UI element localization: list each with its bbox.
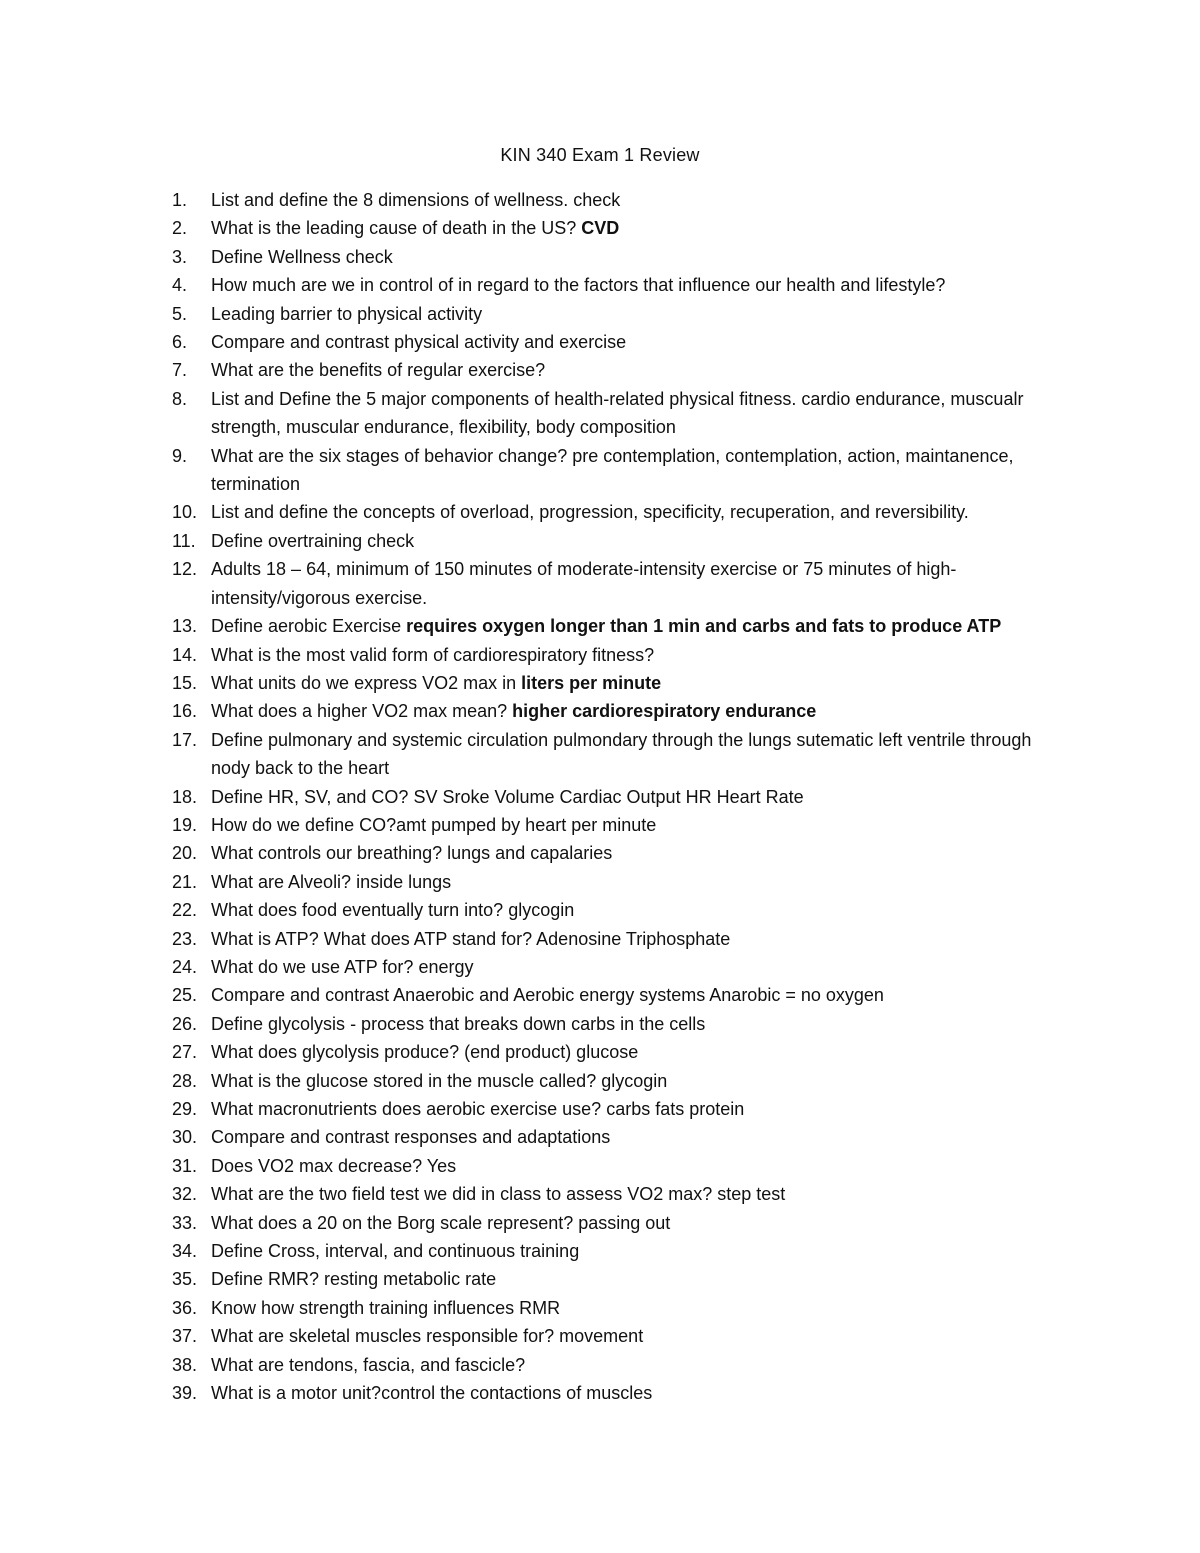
review-item (0, 186, 1200, 214)
item-number: 38. (172, 1354, 198, 1375)
item-number: 14. (172, 644, 198, 665)
item-answer: carbs fats protein (601, 1099, 745, 1119)
item-question: What is a motor unit? (211, 1383, 382, 1404)
item-number: 1. (172, 190, 188, 210)
item-question: Define RMR? (211, 1269, 320, 1290)
review-item (0, 1010, 1200, 1038)
item-number: 7. (172, 360, 188, 381)
item-answer: check (340, 246, 393, 267)
item-question: Does VO2 max decrease? (211, 1155, 423, 1176)
item-question: What controls our breathing? (211, 843, 443, 864)
item-answer: CVD (576, 218, 620, 239)
item-question: Compare and contrast physical activity and exercise (211, 332, 627, 353)
review-item (0, 385, 1200, 442)
item-number: 35. (172, 1269, 198, 1290)
review-item (0, 1322, 1200, 1350)
item-number: 26. (172, 1013, 198, 1034)
item-number: 17. (172, 729, 198, 750)
item-number: 22. (172, 900, 198, 921)
item-question: Define glycolysis (211, 1013, 346, 1034)
item-number: 3. (172, 246, 188, 267)
item-question: List and Define the 5 major components of health-related physical fitness. (211, 388, 797, 409)
review-item (0, 214, 1200, 242)
review-item (0, 1067, 1200, 1095)
item-answer: inside lungs (351, 871, 452, 892)
item-number: 10. (172, 502, 198, 523)
item-answer: (end product) glucose (459, 1042, 639, 1063)
review-item (0, 442, 1200, 499)
item-question: What is the leading cause of death in the US? (211, 218, 577, 239)
review-item (0, 811, 1200, 839)
item-question: Adults 18 – 64, minimum of 150 minutes of moderate-intensity exercise or 75 minutes of high-intensity/vigorous exercise. (211, 559, 957, 608)
item-question: What are the six stages of behavior change? (211, 445, 568, 466)
item-number: 33. (172, 1212, 198, 1233)
review-item (0, 726, 1200, 783)
item-answer: higher cardiorespiratory endurance (507, 701, 817, 722)
item-number: 4. (172, 275, 188, 296)
item-number: 36. (172, 1297, 198, 1318)
item-answer: check (362, 530, 415, 551)
item-question: How much are we in control of in regard to the factors that influence our health and lifestyle? (211, 275, 946, 296)
item-answer: lungs and capalaries (442, 843, 613, 864)
review-item (0, 1095, 1200, 1123)
review-item (0, 1209, 1200, 1237)
item-number: 32. (172, 1184, 198, 1205)
item-answer: passing out (573, 1212, 671, 1233)
review-item (0, 271, 1200, 299)
item-question: Leading barrier to physical activity (211, 303, 483, 324)
item-number: 12. (172, 559, 198, 580)
review-item (0, 527, 1200, 555)
review-item (0, 1152, 1200, 1180)
item-question: What does a higher VO2 max mean? (211, 701, 508, 722)
review-item (0, 896, 1200, 924)
item-question: What does a 20 on the Borg scale represent? (211, 1212, 574, 1233)
item-answer: Anarobic = no oxygen (705, 985, 884, 1006)
item-question: Define Wellness (211, 246, 341, 267)
item-answer: control the contactions of muscles (381, 1383, 653, 1404)
item-number: 20. (172, 843, 198, 864)
review-item (0, 1265, 1200, 1293)
item-question: Compare and contrast responses and adaptations (211, 1127, 611, 1148)
item-number: 13. (172, 616, 198, 637)
item-question: What are skeletal muscles responsible for? (211, 1326, 555, 1347)
review-item (0, 868, 1200, 896)
item-number: 24. (172, 956, 198, 977)
item-number: 19. (172, 814, 198, 835)
item-answer: resting metabolic rate (319, 1269, 497, 1290)
item-answer: Yes (422, 1155, 457, 1176)
item-question: What does food eventually turn into? (211, 900, 504, 921)
item-answer: check (568, 190, 621, 210)
item-number: 27. (172, 1042, 198, 1063)
review-item (0, 1379, 1200, 1407)
item-number: 39. (172, 1383, 198, 1404)
review-item (0, 1038, 1200, 1066)
review-item (0, 1237, 1200, 1265)
item-question: Define pulmonary and systemic circulation (211, 729, 549, 750)
review-item (0, 1180, 1200, 1208)
item-answer: requires oxygen longer than 1 min and carbs and fats to produce ATP (401, 616, 1002, 637)
item-answer: - process that breaks down carbs in the cells (345, 1013, 706, 1034)
item-number: 15. (172, 672, 198, 693)
item-answer: SV Sroke Volume Cardiac Output HR Heart Rate (408, 786, 804, 807)
item-question: What are Alveoli? (211, 871, 352, 892)
review-item (0, 243, 1200, 271)
item-question: What do we use ATP for? (211, 956, 414, 977)
item-number: 29. (172, 1099, 198, 1119)
item-question: How do we define CO? (211, 814, 397, 835)
item-number: 25. (172, 985, 198, 1006)
item-number: 5. (172, 303, 188, 324)
review-item (0, 641, 1200, 669)
item-number: 18. (172, 786, 198, 807)
item-number: 23. (172, 928, 198, 949)
review-item (0, 1123, 1200, 1151)
item-question: What are the benefits of regular exercise? (211, 360, 546, 381)
item-answer: movement (554, 1326, 644, 1347)
item-answer: Adenosine Triphosphate (532, 928, 731, 949)
item-answer: step test (712, 1184, 786, 1205)
item-question: What does glycolysis produce? (211, 1042, 460, 1063)
item-question: What are the two field test we did in class to assess VO2 max? (211, 1184, 713, 1205)
item-question: What is the most valid form of cardiorespiratory fitness? (211, 644, 655, 665)
review-item (0, 300, 1200, 328)
review-item (0, 669, 1200, 697)
item-question: Define HR, SV, and CO? (211, 786, 409, 807)
item-question: Define Cross, interval, and continuous training (211, 1241, 580, 1262)
review-item (0, 783, 1200, 811)
item-question: Define overtraining (211, 530, 363, 551)
item-answer: glycogin (503, 900, 575, 921)
item-answer: glycogin (596, 1070, 668, 1091)
page-title: KIN 340 Exam 1 Review (500, 145, 700, 165)
review-item (0, 356, 1200, 384)
review-item (0, 612, 1200, 640)
item-answer: energy (413, 956, 474, 977)
item-answer: cardio endurance, muscualr strength, muscular endurance, flexibility, body composition (211, 388, 1024, 438)
item-question: What is the glucose stored in the muscle called? (211, 1070, 597, 1091)
item-number: 11. (172, 530, 196, 551)
review-question-list (0, 186, 1200, 1407)
item-number: 30. (172, 1127, 198, 1148)
review-item (0, 925, 1200, 953)
item-number: 16. (172, 701, 198, 722)
item-number: 6. (172, 332, 188, 353)
item-answer: amt pumped by heart per minute (396, 814, 657, 835)
review-item (0, 1351, 1200, 1379)
review-item (0, 697, 1200, 725)
review-item (0, 839, 1200, 867)
item-question: What is ATP? What does ATP stand for? (211, 928, 533, 949)
item-question: Define aerobic Exercise (211, 616, 402, 637)
item-number: 31. (172, 1155, 198, 1176)
item-number: 34. (172, 1241, 198, 1262)
item-question: Know how strength training influences RMR (211, 1297, 561, 1318)
item-number: 21. (172, 871, 198, 892)
review-item (0, 953, 1200, 981)
item-question: Compare and contrast Anaerobic and Aerobic energy systems (211, 985, 706, 1006)
item-question: What units do we express VO2 max in (211, 672, 517, 693)
item-number: 9. (172, 445, 188, 466)
item-question: List and define the concepts of overload, progression, specificity, recuperation, and reversibility. (211, 502, 969, 523)
item-number: 8. (172, 388, 188, 409)
review-item (0, 555, 1200, 612)
item-question: List and define the 8 dimensions of wellness. (211, 190, 569, 210)
item-question: What are tendons, fascia, and fascicle? (211, 1354, 526, 1375)
review-item (0, 498, 1200, 526)
item-number: 28. (172, 1070, 198, 1091)
item-number: 2. (172, 218, 188, 239)
item-number: 37. (172, 1326, 198, 1347)
item-answer: pulmondary through the lungs sutematic left ventrile through nody back to the heart (211, 729, 1032, 779)
review-item (0, 328, 1200, 356)
review-item (0, 1294, 1200, 1322)
item-answer: pre contemplation, contemplation, action, maintanence, termination (211, 445, 1014, 495)
item-question: What macronutrients does aerobic exercise use? (211, 1099, 602, 1119)
item-answer: liters per minute (516, 672, 662, 693)
review-item (0, 981, 1200, 1009)
